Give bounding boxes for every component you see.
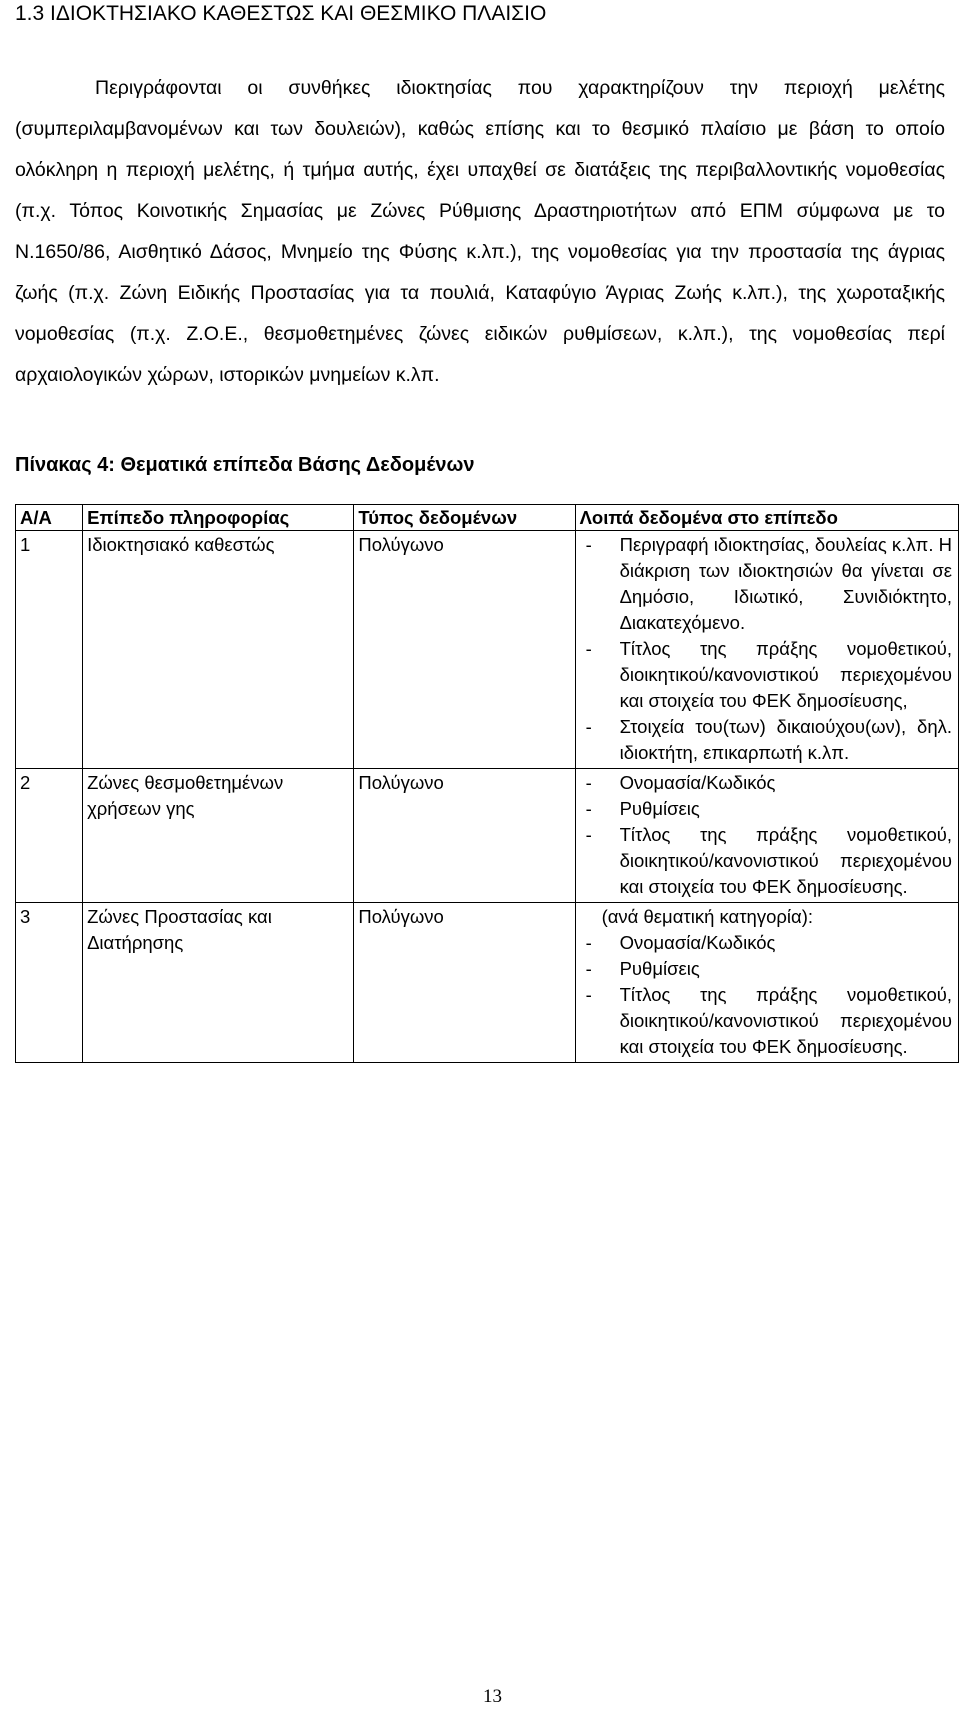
row-other-data [575,769,958,903]
header-index: Α/Α [16,505,83,531]
list-item: - Ρυθμίσεις [580,796,952,822]
row-data-type: Πολύγωνο [354,903,575,1063]
row-level: Ζώνες Προστασίας και Διατήρησης [83,903,354,1063]
list-item: - Τίτλος της πράξης νομοθετικού, διοικητικού/κανονιστικού περιεχομένου και στοιχεία του ΦΕΚ δημοσίευσης. [585,984,952,1057]
table-caption: Πίνακας 4: Θεματικά επίπεδα Βάσης Δεδομένων [15,454,475,476]
table-header-row [16,505,959,531]
table-row [16,903,959,1063]
row-other-data [575,531,958,769]
section-heading: 1.3 ΙΔΙΟΚΤΗΣΙΑΚΟ ΚΑΘΕΣΤΩΣ ΚΑΙ ΘΕΣΜΙΚΟ ΠΛΑΙΣΙΟ [15,2,547,25]
row-index: 2 [16,769,83,903]
dash-mark: - [585,984,592,1005]
other-data-list [580,770,952,900]
dash-mark: - [585,534,592,555]
document-page [15,0,959,1711]
dash-mark: - [585,638,592,659]
dash-mark: - [585,824,592,845]
list-item: - Ονομασία/Κωδικός [580,930,952,956]
page-number: 13 [483,1686,502,1707]
database-levels-table [15,504,959,1063]
list-item: - Τίτλος της πράξης νομοθετικού, διοικητικού/κανονιστικού περιεχομένου και στοιχεία του ΦΕΚ δημοσίευσης, [585,638,952,711]
header-data-type: Τύπος δεδομένων [354,505,575,531]
header-other-data: Λοιπά δεδομένα στο επίπεδο [575,505,958,531]
list-item: - Ρυθμίσεις [580,956,952,982]
intro-paragraph: Περιγράφονται οι συνθήκες ιδιοκτησίας που χαρακτηρίζουν την περιοχή μελέτης (συμπεριλαμβανομένων και των δουλειών), καθώς επίσης και το θεσμικό πλαίσιο με βάση το οποίο ολόκληρη η περιοχή μελέτης, ή τμήμα αυτής, έχει υπαχθεί σε διατάξεις της περιβαλλοντικής νομοθεσίας (π.χ. Τόπος Κοινοτικής Σημασίας με Ζώνες Ρύθμισης Δραστηριοτήτων από ΕΠΜ σύμφωνα με το Ν.1650/86, Αισθητικό Δάσος, Μνημείο της Φύσης κ.λπ.), της νομοθεσίας για την προστασία της άγριας ζωής (π.χ. Ζώνη Ειδικής Προστασίας για τα πουλιά, Καταφύγιο Άγριας Ζωής κ.λπ.), της χωροταξικής νομοθεσίας (π.χ. Ζ.Ο.Ε., θεσμοθετημένες ζώνες ειδικών ρυθμίσεων, κ.λπ.), της νομοθεσίας περί αρχαιολογικών χώρων, ιστορικών μνημείων κ.λπ. [15,77,945,386]
row-index: 1 [16,531,83,769]
list-item: - Στοιχεία του(των) δικαιούχου(ων), δηλ. ιδιοκτήτη, επικαρπωτή κ.λπ. [585,716,952,763]
other-data-list [580,532,952,766]
list-item: - Περιγραφή ιδιοκτησίας, δουλείας κ.λπ. Η διάκριση των ιδιοκτησιών θα γίνεται σε Δημόσιο, Ιδιωτικό, Συνιδιόκτητο, Διακατεχόμενο. [585,534,952,633]
row-data-type: Πολύγωνο [354,531,575,769]
row-index: 3 [16,903,83,1063]
row-other-data [575,903,958,1063]
other-data-list [580,930,952,1060]
category-prefix: (ανά θεματική κατηγορία): [601,906,813,927]
table-row [16,769,959,903]
header-level: Επίπεδο πληροφορίας [83,505,354,531]
list-item: - Τίτλος της πράξης νομοθετικού, διοικητικού/κανονιστικού περιεχομένου και στοιχεία του ΦΕΚ δημοσίευσης. [585,824,952,897]
row-level: Ιδιοκτησιακό καθεστώς [83,531,354,769]
table-row [16,531,959,769]
dash-mark: - [585,958,592,979]
row-level: Ζώνες θεσμοθετημένων χρήσεων γης [83,769,354,903]
dash-mark: - [585,932,592,953]
dash-mark: - [585,772,592,793]
dash-mark: - [585,716,592,737]
list-item: - Ονομασία/Κωδικός [580,770,952,796]
dash-mark: - [585,798,592,819]
row-data-type: Πολύγωνο [354,769,575,903]
